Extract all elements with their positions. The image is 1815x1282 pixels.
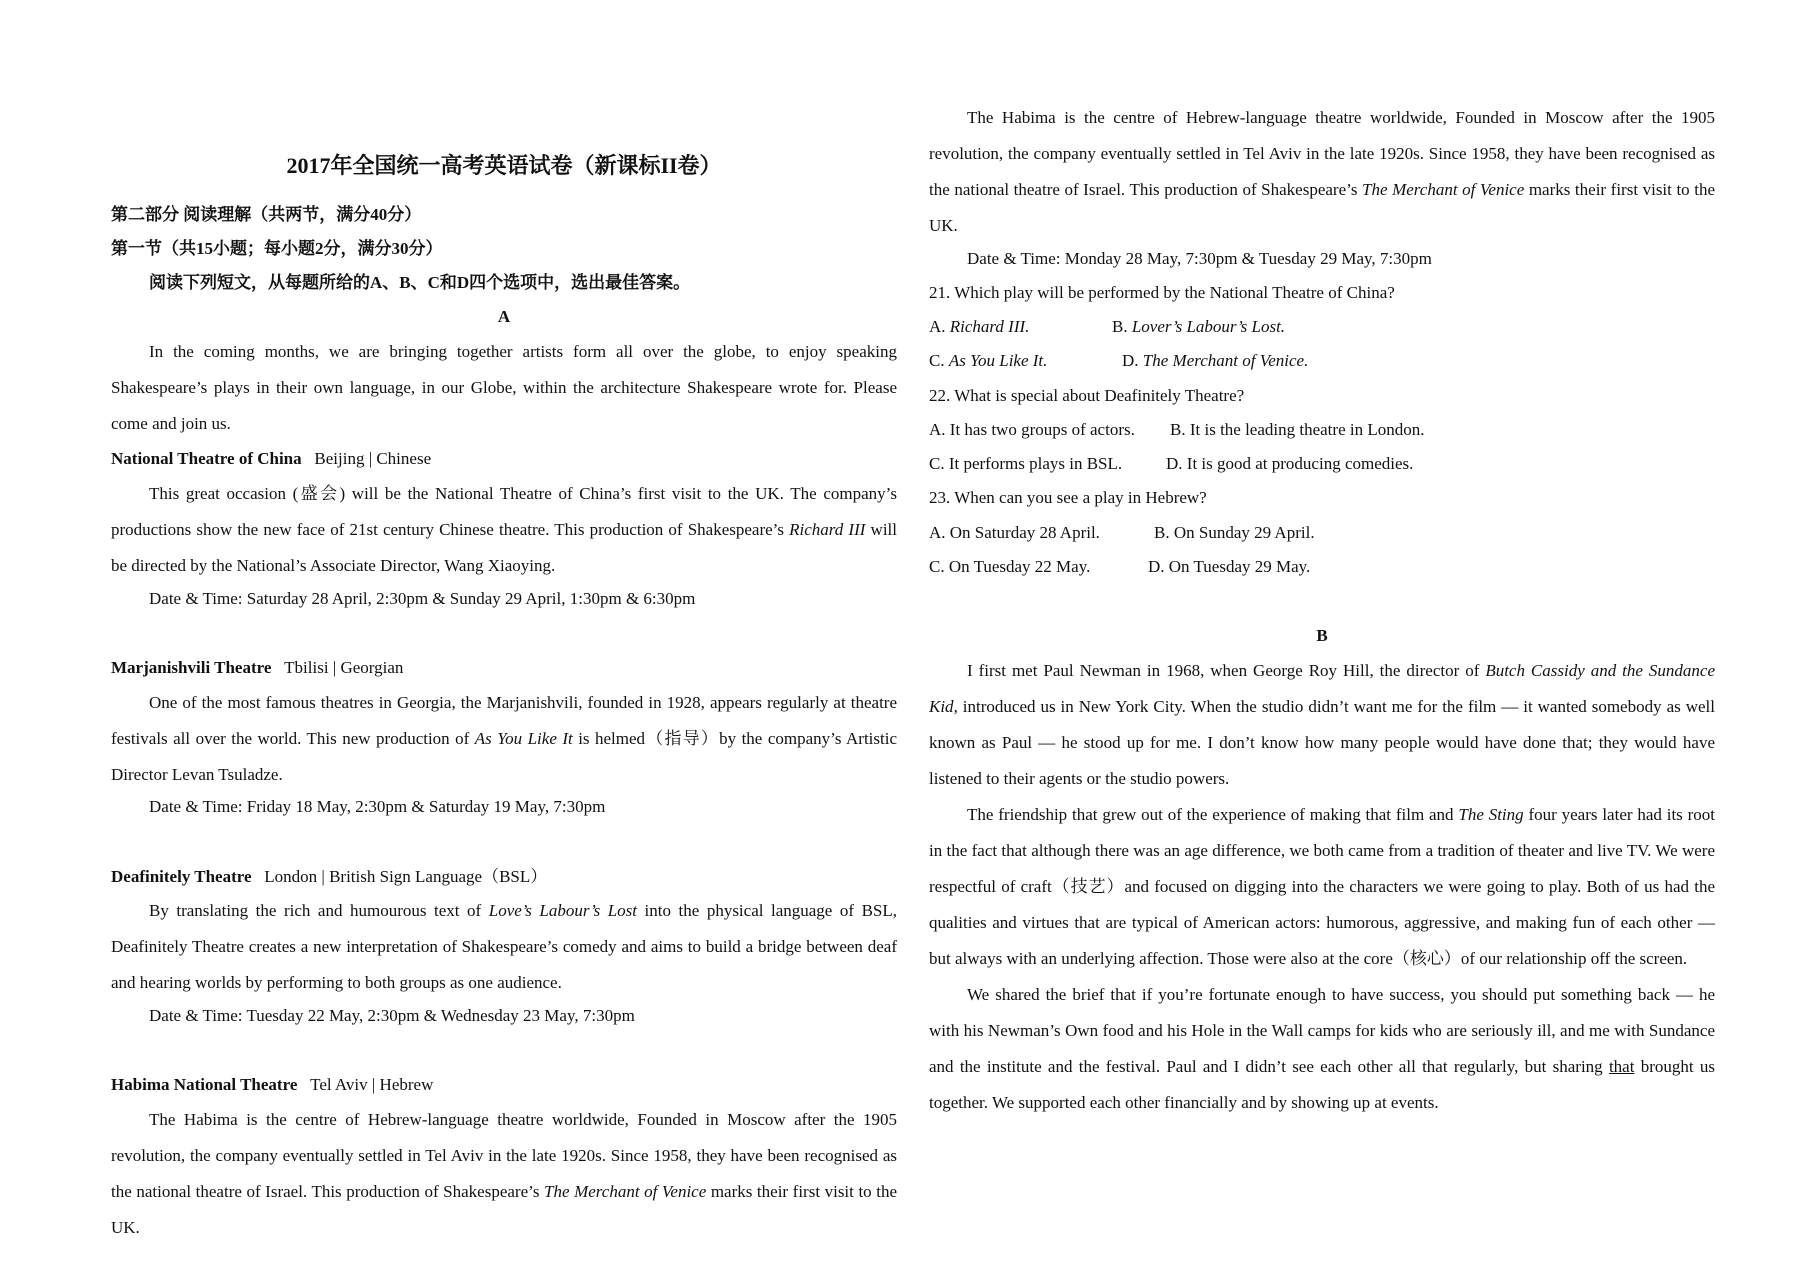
section-heading: 第一节（共15小题；每小题2分，满分30分） [111,239,443,258]
option-a[interactable]: A. On Saturday 28 April. [929,523,1100,542]
play-title: Love’s Labour’s Lost [488,901,638,920]
option-b[interactable]: B. It is the leading theatre in London. [1170,420,1425,439]
theatre-location: Tbilisi | Georgian [284,658,404,677]
passage-a-label: A [497,307,511,326]
intro-paragraph: In the coming months, we are bringing together artists form all over the globe, to enjoy speaking Shakespeare’s plays in their own language, in our Globe, within the architecture Shakespeare wrote for. Please come and join us. [111,342,897,433]
question-options-row [929,516,1715,550]
theatre-heading [111,651,897,685]
theatre-name: Marjanishvili Theatre [111,658,272,677]
description-text: By translating the rich and humourous text of [149,901,489,920]
question-options-row [929,413,1715,447]
theatre-location: London | British Sign Language（BSL） [264,867,548,886]
theatre-description [111,476,897,584]
film-title: Butch Cassidy and the Sundance Kid [929,661,1715,716]
option-b[interactable]: B. Lover’s Labour’s Lost. [1112,317,1286,336]
theatre-heading [111,860,897,894]
theatre-date: Date & Time: Friday 18 May, 2:30pm & Saturday 19 May, 7:30pm [149,797,606,816]
description-text: One of the most famous theatres in Georgia, the Marjanishvili, founded in 1928, appears regularly at theatre festivals all over the world. This new production of [111,693,897,748]
option-d[interactable]: D. It is good at producing comedies. [1166,454,1414,473]
part-heading: 第二部分 阅读理解（共两节，满分40分） [111,205,422,224]
option-a[interactable]: A. Richard III. [929,317,1030,336]
option-a[interactable]: A. It has two groups of actors. [929,420,1135,439]
play-title: As You Like It [474,729,573,748]
question-options-row [929,550,1715,584]
description-text: The Habima is the centre of Hebrew-language theatre worldwide, Founded in Moscow after the 1905 revolution, the company eventually settled in Tel Aviv in the late 1920s. Since 1958, they have been recognised as the national theatre of Israel. This production of Shakespeare’s [111,1110,897,1201]
play-title: The Merchant of Venice [1362,180,1525,199]
passage-b-paragraph-1: I first met Paul Newman in 1968, when George Roy Hill, the director of Butch Cassidy and the Sundance Kid, introduced us in New York City. When the studio didn’t want me for the film — it wanted somebody as well known as Paul — he stood up for me. I don’t know how many people would have done that; they would have listened to their agents or the studio powers. [929,661,1715,788]
question-stem: 21. Which play will be performed by the National Theatre of China? [929,283,1395,302]
theatre-name: Habima National Theatre [111,1075,298,1094]
question-options-row [929,344,1715,378]
question-stem: 23. When can you see a play in Hebrew? [929,488,1207,507]
option-d[interactable]: D. On Tuesday 29 May. [1148,557,1311,576]
play-title: The Merchant of Venice [544,1182,707,1201]
theatre-name: Deafinitely Theatre [111,867,252,886]
description-text: This great occasion (盛会) will be the National Theatre of China’s first visit to the UK. The company’s productions show the new face of 21st century Chinese theatre. This production of Shakespeare’s [111,484,897,539]
option-c[interactable]: C. As You Like It. [929,351,1048,370]
theatre-description [111,893,897,1001]
passage-b-paragraph-2: The friendship that grew out of the experience of making that film and The Sting four years later had its root in the fact that although there was an age difference, we both came from a tradition of theater and live TV. We were respectful of craft（技艺）and focused on digging into the characters we were going to play. Both of us had the qualities and virtues that are typical of American actors: humorous, aggressive, and making fun of each other — but always with an underlying affection. Those were also at the core（核心）of our relationship off the screen. [929,805,1715,968]
theatre-date: Date & Time: Monday 28 May, 7:30pm & Tuesday 29 May, 7:30pm [967,249,1432,268]
question-options-row [929,310,1715,344]
question-stem: 22. What is special about Deafinitely Theatre? [929,386,1245,405]
theatre-name: National Theatre of China [111,449,302,468]
description-text: marks their first visit to the UK. [111,1182,897,1237]
option-c[interactable]: C. It performs plays in BSL. [929,454,1123,473]
theatre-description-continued [929,108,1715,244]
page-title: 2017年全国统一高考英语试卷（新课标II卷） [286,153,722,178]
option-d[interactable]: D. The Merchant of Venice. [1122,351,1309,370]
description-text: is helmed（指导）by the company’s Artistic Director Levan Tsuladze. [111,729,897,784]
passage-b-paragraph-3: We shared the brief that if you’re fortunate enough to have success, you should put something back — he with his Newman’s Own food and his Hole in the Wall camps for kids who are seriously ill, and me with Sundance and the institute and the festival. Paul and I didn’t see each other all that regularly, but sharing that brought us together. We supported each other financially and by showing up at events. [929,985,1716,1112]
passage-a-intro [111,334,897,442]
description-text: marks their first visit to the UK. [929,180,1715,235]
underlined-word: that [1608,1057,1635,1076]
theatre-heading [111,1068,897,1102]
theatre-description [111,685,897,793]
theatre-date: Date & Time: Tuesday 22 May, 2:30pm & Wednesday 23 May, 7:30pm [149,1006,635,1025]
theatre-description [111,1102,897,1237]
passage-b-label: B [1316,626,1328,645]
option-b[interactable]: B. On Sunday 29 April. [1154,523,1315,542]
option-c[interactable]: C. On Tuesday 22 May. [929,557,1091,576]
description-text: into the physical language of BSL, Deafinitely Theatre creates a new interpretation of Shakespeare’s comedy and aims to build a bridge between deaf and hearing worlds by performing to both groups as one audience. [111,901,898,992]
theatre-location: Beijing | Chinese [314,449,432,468]
theatre-heading [111,442,897,476]
passage-b-body [929,653,1715,1121]
description-text: The Habima is the centre of Hebrew-language theatre worldwide, Founded in Moscow after the 1905 revolution, the company eventually settled in Tel Aviv in the late 1920s. Since 1958, they have been recognised as the national theatre of Israel. This production of Shakespeare’s [929,108,1715,199]
instruction: 阅读下列短文，从每题所给的A、B、C和D四个选项中，选出最佳答案。 [149,273,691,292]
description-text: will be directed by the National’s Associate Director, Wang Xiaoying. [111,520,897,575]
film-title: The Sting [1458,805,1524,824]
theatre-location: Tel Aviv | Hebrew [310,1075,434,1094]
question-options-row [929,447,1715,481]
play-title: Richard III [789,520,866,539]
theatre-date: Date & Time: Saturday 28 April, 2:30pm & Sunday 29 April, 1:30pm & 6:30pm [149,589,696,608]
